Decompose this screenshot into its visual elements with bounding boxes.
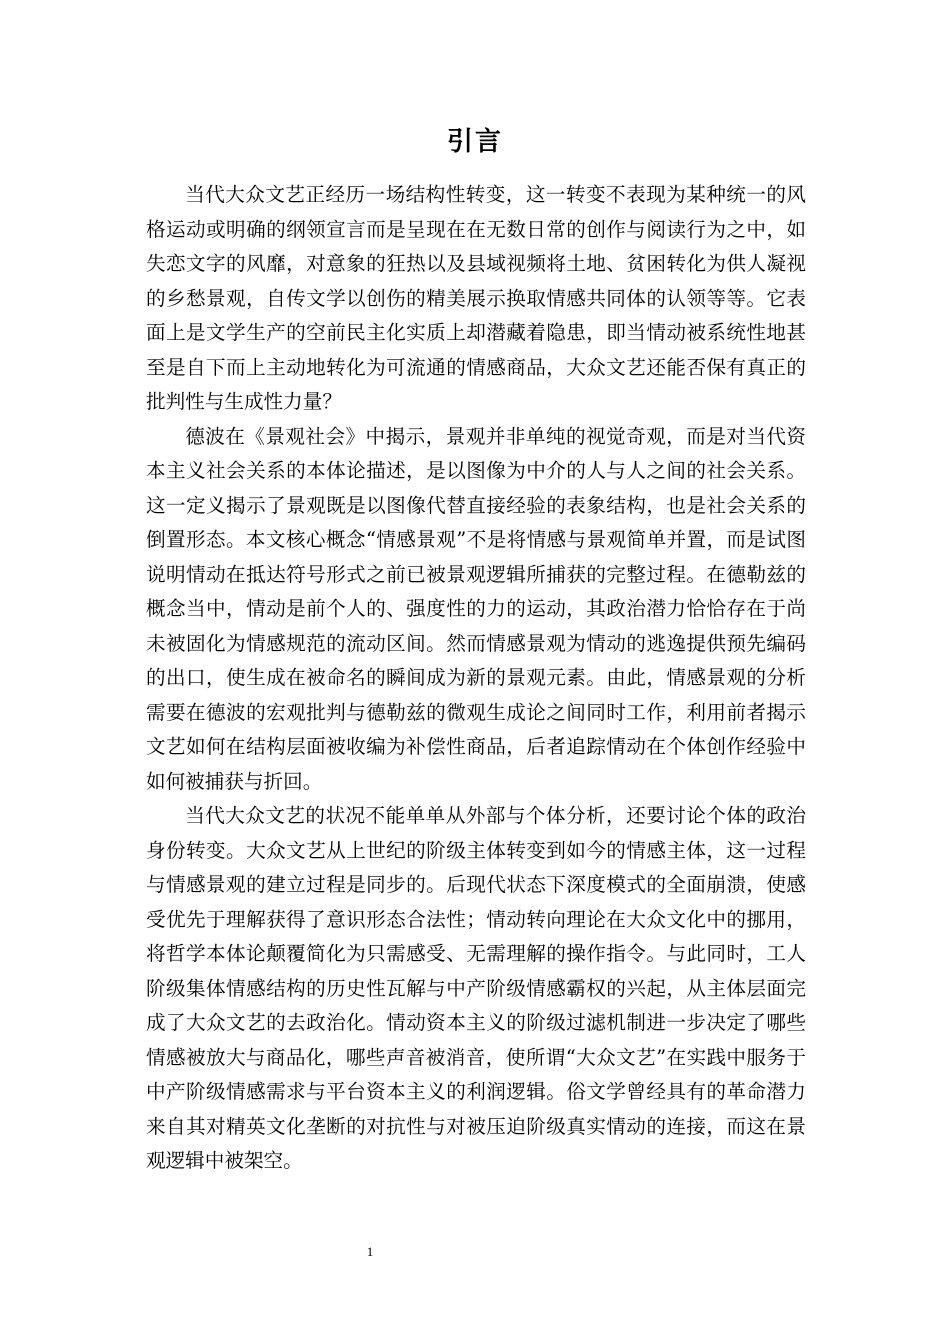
page-number: 1 xyxy=(366,1244,374,1259)
page-title: 引言 xyxy=(446,127,503,157)
paragraph: 德波在《景观社会》中揭示，景观并非单纯的视觉奇观，而是对当代资本主义社会关系的本体论描述，是以图像为中介的人与人之间的社会关系。这一定义揭示了景观既是以图像代替直接经验的表象结构，也是社会关系的倒置形态。本文核心概念“情感景观”不是将情感与景观简单并置，而是试图说明情动在抵达符号形式之前已被景观逻辑所捕获的完整过程。在德勒兹的概念当中，情动是前个人的、强度性的力的运动，其政治潜力恰恰存在于尚未被固化为情感规范的流动区间。然而情感景观为情动的逃逸提供预先编码的出口，使生成在被命名的瞬间成为新的景观元素。由此，情感景观的分析需要在德波的宏观批判与德勒兹的微观生成论之间同时工作，利用前者揭示文艺如何在结构层面被收编为补偿性商品，后者追踪情动在个体创作经验中如何被捕获与折回。 xyxy=(146,424,806,793)
paragraph: 当代大众文艺正经历一场结构性转变，这一转变不表现为某种统一的风格运动或明确的纲领宣言而是呈现在在无数日常的创作与阅读行为之中，如失恋文字的风靡，对意象的狂热以及县域视频将土地、贫困转化为供人凝视的乡愁景观，自传文学以创伤的精美展示换取情感共同体的认领等等。它表面上是文学生产的空前民主化实质上却潜藏着隐患，即当情动被系统性地甚至是自下而上主动地转化为可流通的情感商品，大众文艺还能否保有真正的批判性与生成性力量？ xyxy=(146,183,806,413)
paragraph: 当代大众文艺的状况不能单单从外部与个体分析，还要讨论个体的政治身份转变。大众文艺从上世纪的阶级主体转变到如今的情感主体，这一过程与情感景观的建立过程是同步的。后现代状态下深度模式的全面崩溃，使感受优先于理解获得了意识形态合法性；情动转向理论在大众文化中的挪用，将哲学本体论颠覆简化为只需感受、无需理解的操作指令。与此同时，工人阶级集体情感结构的历史性瓦解与中产阶级情感霸权的兴起，从主体层面完成了大众文艺的去政治化。情动资本主义的阶级过滤机制进一步决定了哪些情感被放大与商品化，哪些声音被消音，使所谓“大众文艺”在实践中服务于中产阶级情感需求与平台资本主义的利润逻辑。俗文学曾经具有的革命潜力来自其对精英文化垄断的对抗性与对被压迫阶级真实情动的连接，而这在景观逻辑中被架空。 xyxy=(146,804,806,1172)
body-text xyxy=(146,178,806,1179)
